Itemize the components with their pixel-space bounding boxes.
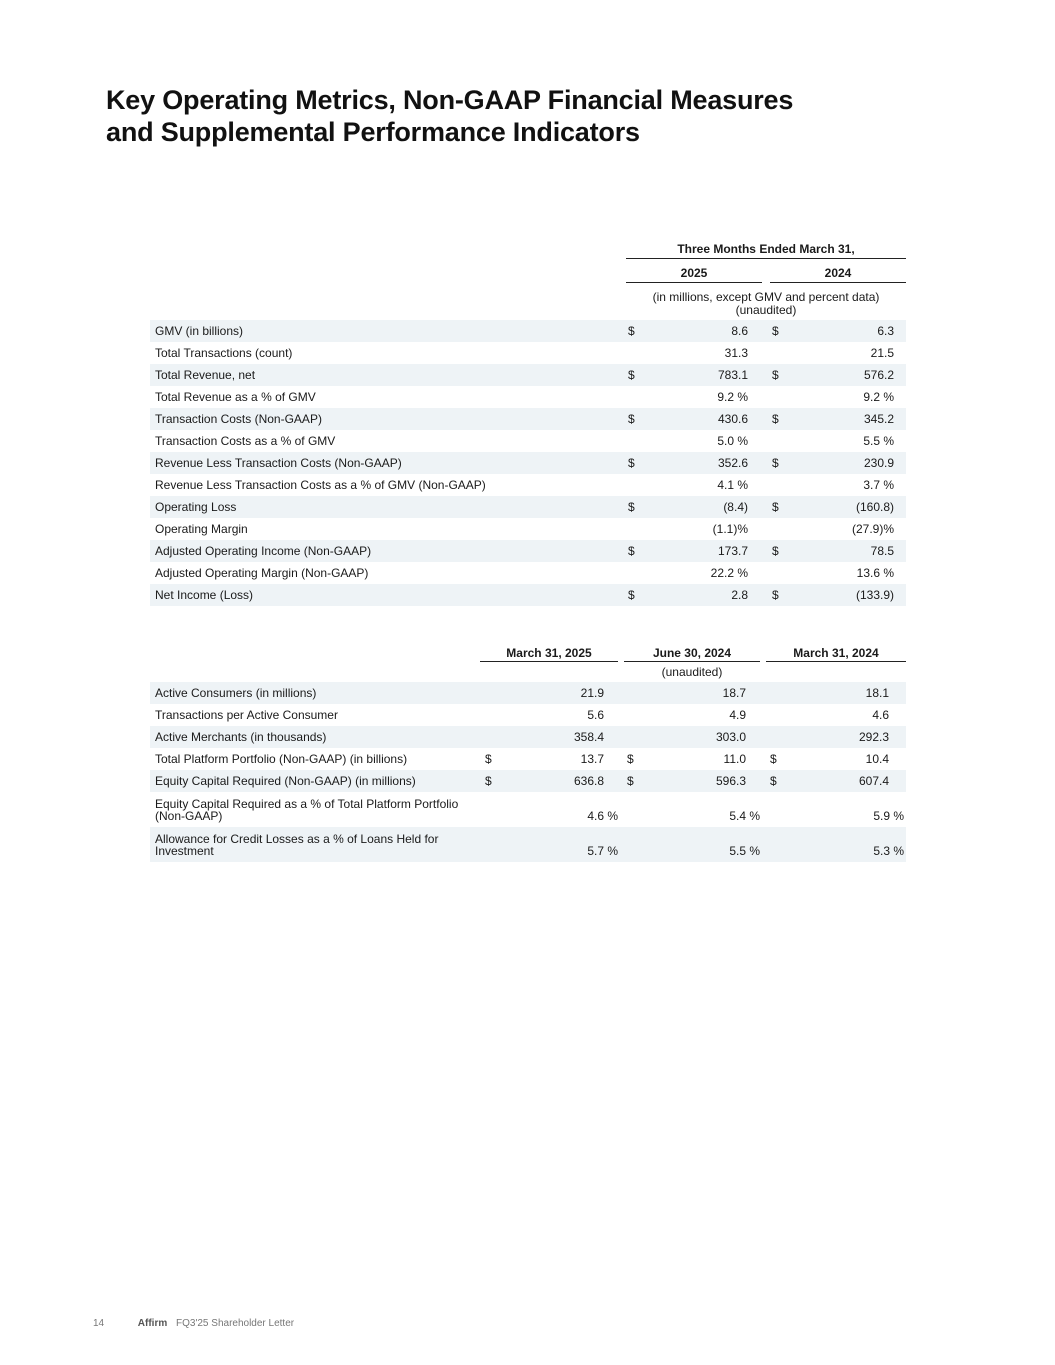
- table-row: [150, 748, 906, 770]
- value-june-2024: 596.3: [715, 774, 746, 788]
- table-body: [150, 320, 906, 606]
- column-header: June 30, 2024: [652, 646, 732, 660]
- value-march-2025: 13.7: [580, 752, 604, 766]
- value-march-2024: 5.3 %: [873, 844, 904, 858]
- table-row: [150, 562, 906, 584]
- row-label: Equity Capital Required as a % of Total Platform Portfolio (Non-GAAP): [155, 797, 459, 823]
- table-row: [150, 704, 906, 726]
- value-2024: (133.9): [855, 588, 894, 602]
- currency-symbol: $: [772, 412, 779, 426]
- table-row: [150, 682, 906, 704]
- currency-symbol: $: [772, 456, 779, 470]
- row-label: Total Transactions (count): [155, 346, 293, 360]
- value-2025: (1.1)%: [712, 522, 748, 536]
- currency-symbol: $: [628, 368, 635, 382]
- row-label: Total Platform Portfolio (Non-GAAP) (in billions): [155, 752, 408, 766]
- document-name: FQ3'25 Shareholder Letter: [176, 1318, 295, 1329]
- value-june-2024: 5.4 %: [729, 809, 760, 823]
- currency-symbol: $: [770, 774, 777, 788]
- value-2025: 430.6: [717, 412, 748, 426]
- brand-name: Affirm: [137, 1318, 168, 1329]
- value-march-2024: 10.4: [865, 752, 889, 766]
- currency-symbol: $: [628, 456, 635, 470]
- page-title: [106, 84, 793, 148]
- value-2025: 2.8: [731, 588, 748, 602]
- value-june-2024: 303.0: [715, 730, 746, 744]
- value-march-2025: 636.8: [573, 774, 604, 788]
- value-2024: (27.9)%: [851, 522, 894, 536]
- value-march-2025: 4.6 %: [587, 809, 618, 823]
- value-march-2025: 358.4: [573, 730, 604, 744]
- currency-symbol: $: [627, 752, 634, 766]
- value-march-2024: 292.3: [858, 730, 889, 744]
- row-label: Allowance for Credit Losses as a % of Loans Held for Investment: [155, 832, 439, 858]
- row-label: Active Merchants (in thousands): [155, 730, 327, 744]
- currency-symbol: $: [628, 324, 635, 338]
- currency-symbol: $: [628, 412, 635, 426]
- currency-symbol: $: [772, 324, 779, 338]
- value-march-2025: 21.9: [580, 686, 604, 700]
- value-2024: 9.2 %: [863, 390, 894, 404]
- row-label: Operating Margin: [155, 522, 248, 536]
- currency-symbol: $: [772, 500, 779, 514]
- value-2025: 173.7: [717, 544, 748, 558]
- page-footer: [93, 1318, 294, 1329]
- currency-symbol: $: [770, 752, 777, 766]
- value-2025: 22.2 %: [710, 566, 748, 580]
- page-number: 14: [93, 1318, 105, 1329]
- row-label: Total Revenue as a % of GMV: [155, 390, 316, 404]
- currency-symbol: $: [628, 588, 635, 602]
- table-row: [150, 408, 906, 430]
- value-2025: 5.0 %: [717, 434, 748, 448]
- value-march-2024: 607.4: [858, 774, 889, 788]
- header-rule: [770, 282, 906, 283]
- row-label: Transaction Costs (Non-GAAP): [155, 412, 322, 426]
- currency-symbol: $: [485, 752, 492, 766]
- value-june-2024: 11.0: [723, 752, 746, 766]
- value-june-2024: 5.5 %: [729, 844, 760, 858]
- currency-symbol: $: [772, 368, 779, 382]
- value-2024: 5.5 %: [863, 434, 894, 448]
- table-row: [150, 792, 906, 827]
- row-label: Total Revenue, net: [155, 368, 256, 382]
- table-row: [150, 540, 906, 562]
- header-rule: [624, 661, 760, 662]
- table-row: [150, 726, 906, 748]
- value-2025: 783.1: [717, 368, 748, 382]
- row-label: Adjusted Operating Margin (Non-GAAP): [155, 566, 369, 580]
- value-2025: 4.1 %: [717, 478, 748, 492]
- column-header: March 31, 2024: [793, 646, 879, 660]
- page-title-line2: and Supplemental Performance Indicators: [106, 117, 640, 147]
- row-label: Adjusted Operating Income (Non-GAAP): [155, 544, 372, 558]
- value-march-2025: 5.6: [587, 708, 604, 722]
- row-label: Transactions per Active Consumer: [155, 708, 338, 722]
- table-row: [150, 386, 906, 408]
- value-march-2024: 18.1: [865, 686, 889, 700]
- table-row: [150, 770, 906, 792]
- currency-symbol: $: [628, 500, 635, 514]
- value-2024: 3.7 %: [863, 478, 894, 492]
- value-june-2024: 4.9: [729, 708, 746, 722]
- value-2024: (160.8): [855, 500, 894, 514]
- value-2024: 345.2: [863, 412, 894, 426]
- value-2024: 6.3: [877, 324, 894, 338]
- year-header-2024: 2024: [824, 266, 852, 280]
- value-march-2024: 5.9 %: [873, 809, 904, 823]
- units-note-line1: (in millions, except GMV and percent data): [652, 290, 880, 304]
- row-label: Revenue Less Transaction Costs (Non-GAAP): [155, 456, 402, 470]
- period-header: Three Months Ended March 31,: [677, 242, 855, 256]
- value-march-2024: 4.6: [872, 708, 889, 722]
- units-note: [626, 291, 906, 317]
- row-label: Net Income (Loss): [155, 588, 254, 602]
- page-title-line1: Key Operating Metrics, Non-GAAP Financial Measures: [106, 85, 794, 115]
- value-march-2025: 5.7 %: [587, 844, 618, 858]
- row-label: Active Consumers (in millions): [155, 686, 317, 700]
- value-2025: 31.3: [724, 346, 748, 360]
- row-label: Revenue Less Transaction Costs as a % of GMV (Non-GAAP): [155, 478, 486, 492]
- currency-symbol: $: [772, 588, 779, 602]
- value-2025: 9.2 %: [717, 390, 748, 404]
- header-rule: [626, 282, 762, 283]
- currency-symbol: $: [627, 774, 634, 788]
- table-row: [150, 320, 906, 342]
- value-2024: 78.5: [870, 544, 894, 558]
- value-2024: 21.5: [870, 346, 894, 360]
- column-header: March 31, 2025: [506, 646, 592, 660]
- table-row: [150, 452, 906, 474]
- value-2024: 576.2: [863, 368, 894, 382]
- table-row: [150, 342, 906, 364]
- unaudited-note: (unaudited): [661, 665, 723, 679]
- value-2025: 8.6: [731, 324, 748, 338]
- value-2024: 230.9: [863, 456, 894, 470]
- row-label: Equity Capital Required (Non-GAAP) (in millions): [155, 774, 416, 788]
- row-label: GMV (in billions): [155, 324, 244, 338]
- currency-symbol: $: [628, 544, 635, 558]
- table-row: [150, 518, 906, 540]
- value-2025: 352.6: [717, 456, 748, 470]
- header-rule: [626, 258, 906, 259]
- table-row: [150, 584, 906, 606]
- row-label: Transaction Costs as a % of GMV: [155, 434, 336, 448]
- table-row: [150, 430, 906, 452]
- value-2025: (8.4): [723, 500, 748, 514]
- year-header-2025: 2025: [680, 266, 708, 280]
- currency-symbol: $: [772, 544, 779, 558]
- table-body: [150, 682, 906, 862]
- header-rule: [480, 661, 618, 662]
- header-rule: [766, 661, 906, 662]
- units-note-line2: (unaudited): [735, 303, 797, 317]
- currency-symbol: $: [485, 774, 492, 788]
- value-june-2024: 18.7: [722, 686, 746, 700]
- value-2024: 13.6 %: [856, 566, 894, 580]
- row-label: Operating Loss: [155, 500, 237, 514]
- table-row: [150, 474, 906, 496]
- table-row: [150, 496, 906, 518]
- table-row: [150, 827, 906, 862]
- table-row: [150, 364, 906, 386]
